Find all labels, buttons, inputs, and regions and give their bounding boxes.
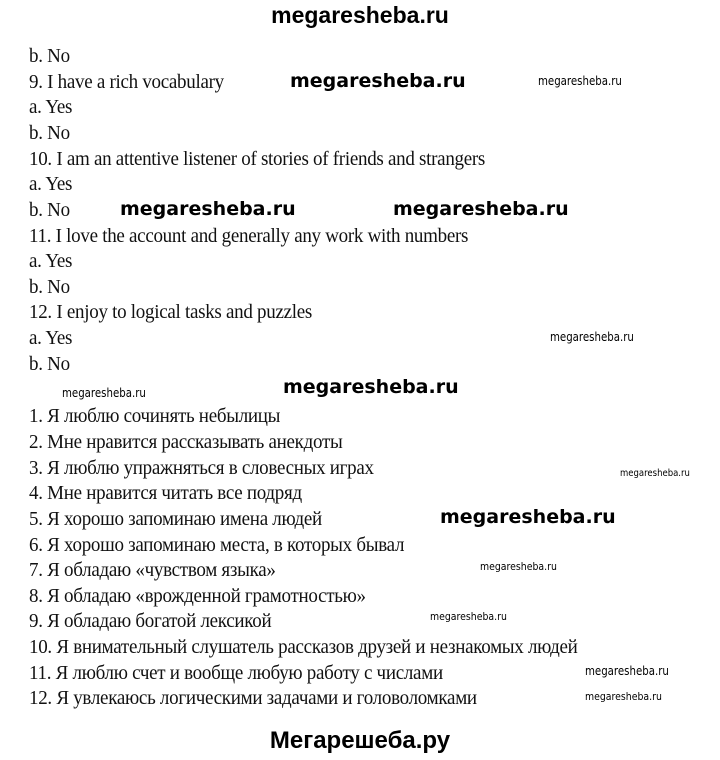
- text-line: 5. Я хорошо запоминаю имена людей: [29, 508, 322, 530]
- text-line: 3. Я люблю упражняться в словесных играх: [29, 457, 374, 479]
- text-line: b. No: [29, 45, 70, 67]
- watermark: megaresheba.ru: [585, 664, 669, 678]
- text-line: 10. I am an attentive listener of stories of friends and strangers: [29, 148, 486, 170]
- text-line: 9. I have a rich vocabulary: [29, 71, 224, 93]
- watermark: megaresheba.ru: [283, 376, 459, 398]
- text-line: a. Yes: [29, 250, 73, 272]
- page-header-watermark: megaresheba.ru: [271, 2, 449, 28]
- text-line: b. No: [29, 199, 70, 221]
- text-line: 1. Я люблю сочинять небылицы: [29, 405, 281, 427]
- text-line: 11. Я люблю счет и вообще любую работу с числами: [29, 662, 443, 684]
- text-line: 6. Я хорошо запоминаю места, в которых бывал: [29, 534, 405, 556]
- watermark: megaresheba.ru: [585, 690, 662, 703]
- text-line: 2. Мне нравится рассказывать анекдоты: [29, 431, 343, 453]
- text-line: a. Yes: [29, 173, 73, 195]
- text-line: 11. I love the account and generally any work with numbers: [29, 225, 469, 247]
- watermark: megaresheba.ru: [430, 610, 507, 623]
- watermark: megaresheba.ru: [290, 70, 466, 92]
- watermark: megaresheba.ru: [440, 506, 616, 528]
- text-line: a. Yes: [29, 96, 73, 118]
- text-line: 12. I enjoy to logical tasks and puzzles: [29, 301, 313, 323]
- watermark: megaresheba.ru: [550, 330, 634, 344]
- text-line: 9. Я обладаю богатой лексикой: [29, 610, 272, 632]
- watermark: megaresheba.ru: [480, 560, 557, 573]
- text-line: a. Yes: [29, 327, 73, 349]
- page-footer-watermark: Мегарешеба.ру: [269, 727, 451, 754]
- text-line: 7. Я обладаю «чувством языка»: [29, 559, 276, 581]
- watermark: megaresheba.ru: [393, 198, 569, 220]
- watermark: megaresheba.ru: [62, 386, 146, 400]
- text-line: 12. Я увлекаюсь логическими задачами и головоломками: [29, 687, 477, 709]
- text-line: b. No: [29, 122, 70, 144]
- text-line: 4. Мне нравится читать все подряд: [29, 482, 302, 504]
- text-line: b. No: [29, 353, 70, 375]
- text-line: 10. Я внимательный слушатель рассказов друзей и незнакомых людей: [29, 636, 578, 658]
- watermark: megaresheba.ru: [120, 198, 296, 220]
- text-line: 8. Я обладаю «врожденной грамотностью»: [29, 585, 366, 607]
- watermark: megaresheba.ru: [538, 74, 622, 88]
- watermark: megaresheba.ru: [620, 468, 690, 479]
- text-line: b. No: [29, 276, 70, 298]
